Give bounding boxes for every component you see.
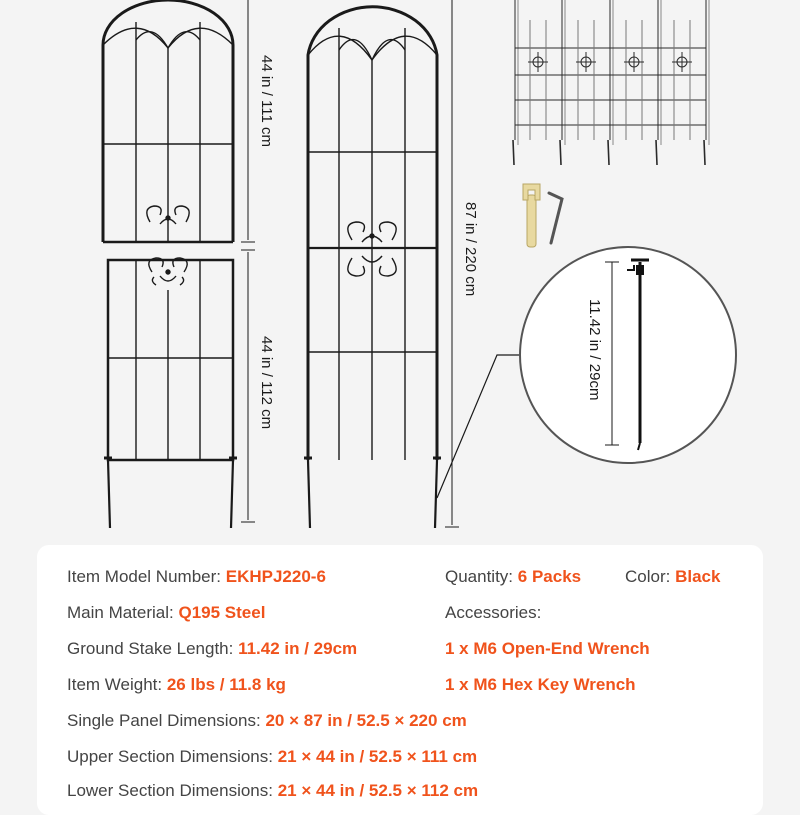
spec-label: Item Weight: [67, 675, 167, 694]
spec-ground-stake-length [67, 639, 357, 659]
spec-value: 21 × 44 in / 52.5 × 111 cm [277, 747, 478, 766]
stake-length-dimension-label: 11.42 in / 29cm [586, 299, 603, 401]
hex-key-icon [549, 193, 562, 243]
spec-value: 21 × 44 in / 52.5 × 112 cm [277, 781, 479, 800]
spec-value: Q195 Steel [178, 603, 266, 622]
spec-item-weight [67, 675, 286, 695]
spec-value: 6 Packs [517, 567, 582, 586]
spec-label: Color: [625, 567, 676, 586]
assembled-panel [304, 7, 441, 528]
spec-value: Black [675, 567, 721, 586]
spec-value: EKHPJ220-6 [225, 567, 326, 586]
spec-model-number [67, 567, 326, 587]
spec-accessory-hex-key [445, 675, 636, 695]
spec-accessory-wrench [445, 639, 650, 659]
spec-label: Upper Section Dimensions: [67, 747, 278, 766]
spec-color [625, 567, 720, 587]
spec-value: 1 x M6 Open-End Wrench [445, 639, 650, 658]
lower-section-panel [104, 258, 237, 528]
spec-label: Item Model Number: [67, 567, 226, 586]
open-end-wrench-icon [523, 184, 540, 247]
total-height-dimension-label: 87 in / 220 cm [462, 202, 479, 297]
spec-single-panel-dimensions [67, 711, 467, 731]
panel1-dimension-lines [241, 0, 255, 522]
spec-label: Quantity: [445, 567, 518, 586]
total-height-dimension-line [445, 0, 459, 527]
spec-main-material [67, 603, 265, 623]
spec-label: Main Material: [67, 603, 179, 622]
spec-label: Lower Section Dimensions: [67, 781, 278, 800]
spec-quantity [445, 567, 581, 587]
spec-value: 11.42 in / 29cm [238, 639, 358, 658]
spec-value: 20 × 87 in / 52.5 × 220 cm [265, 711, 467, 730]
spec-value: 1 x M6 Hex Key Wrench [445, 675, 636, 694]
six-pack-preview [513, 0, 709, 165]
spec-accessories-label: Accessories: [445, 603, 542, 622]
spec-upper-section-dimensions [67, 747, 477, 767]
spec-value: 26 lbs / 11.8 kg [166, 675, 286, 694]
upper-section-dimension-label: 44 in / 111 cm [258, 55, 275, 147]
upper-section-panel [103, 0, 233, 242]
spec-lower-section-dimensions [67, 781, 478, 801]
spec-label: Ground Stake Length: [67, 639, 239, 658]
lower-section-dimension-label: 44 in / 112 cm [258, 336, 275, 430]
specifications-card [37, 545, 763, 815]
spec-label: Single Panel Dimensions: [67, 711, 266, 730]
